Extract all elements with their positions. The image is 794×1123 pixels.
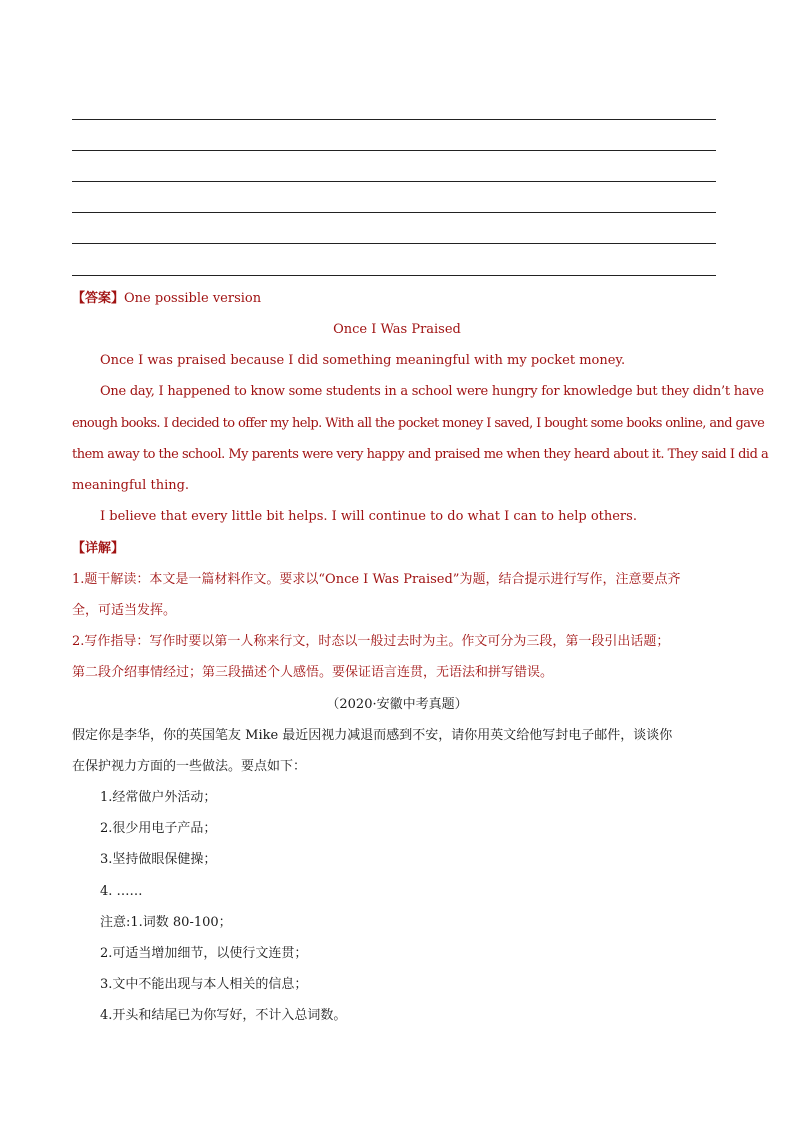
detail-line: 全，可适当发挥。	[72, 603, 177, 618]
question-note: 4.开头和结尾已为你写好，不计入总词数。	[100, 1008, 347, 1023]
essay-line: Once I was praised because I did something meaningful with my pocket money.	[100, 353, 626, 368]
question-note: 3.文中不能出现与本人相关的信息；	[100, 977, 308, 992]
answer-line	[72, 181, 716, 182]
detail-heading: 【详解】	[72, 541, 125, 556]
detail-line: 1.题干解读：本文是一篇材料作文。要求以“Once I Was Praised”为题，结合提示进行写作，注意要点齐	[72, 572, 681, 587]
question-prompt-line: 在保护视力方面的一些做法。要点如下：	[72, 759, 307, 774]
answer-heading	[72, 289, 261, 309]
question-point: 2.很少用电子产品；	[100, 821, 217, 836]
question-note: 注意:1.词数 80-100；	[100, 915, 232, 930]
detail-line: 第二段介绍事情经过；第三段描述个人感悟。要保证语言连贯，无语法和拼写错误。	[72, 665, 554, 680]
answer-line	[72, 212, 716, 213]
answer-line	[72, 275, 716, 276]
answer-line	[72, 243, 716, 244]
detail-line: 2.写作指导：写作时要以第一人称来行文，时态以一般过去时为主。作文可分为三段，第一段引出话题；	[72, 634, 670, 649]
question-note: 2.可适当增加细节，以使行文连贯；	[100, 946, 308, 961]
answer-line	[72, 150, 716, 151]
essay-line: One day, I happened to know some students in a school were hungry for knowledge but they didn’t have	[100, 384, 764, 399]
essay-line: enough books. I decided to offer my help. With all the pocket money I saved, I bought some books online, and gave	[72, 416, 765, 431]
essay-line: them away to the school. My parents were very happy and praised me when they heard about it. They said I did a	[72, 447, 769, 462]
answer-tag: 【答案】	[72, 291, 125, 306]
essay-line: meaningful thing.	[72, 478, 190, 493]
question-source: （2020·安徽中考真题）	[326, 697, 468, 712]
question-point: 3.坚持做眼保健操；	[100, 852, 217, 867]
essay-title: Once I Was Praised	[333, 322, 461, 337]
answer-intro: One possible version	[124, 291, 262, 306]
answer-line	[72, 119, 716, 120]
question-point: 4. ……	[100, 884, 143, 899]
question-prompt-line: 假定你是李华，你的英国笔友 Mike 最近因视力减退而感到不安，请你用英文给他写封电子邮件，谈谈你	[72, 728, 673, 743]
essay-line: I believe that every little bit helps. I will continue to do what I can to help others.	[100, 509, 637, 524]
question-point: 1.经常做户外活动；	[100, 790, 217, 805]
